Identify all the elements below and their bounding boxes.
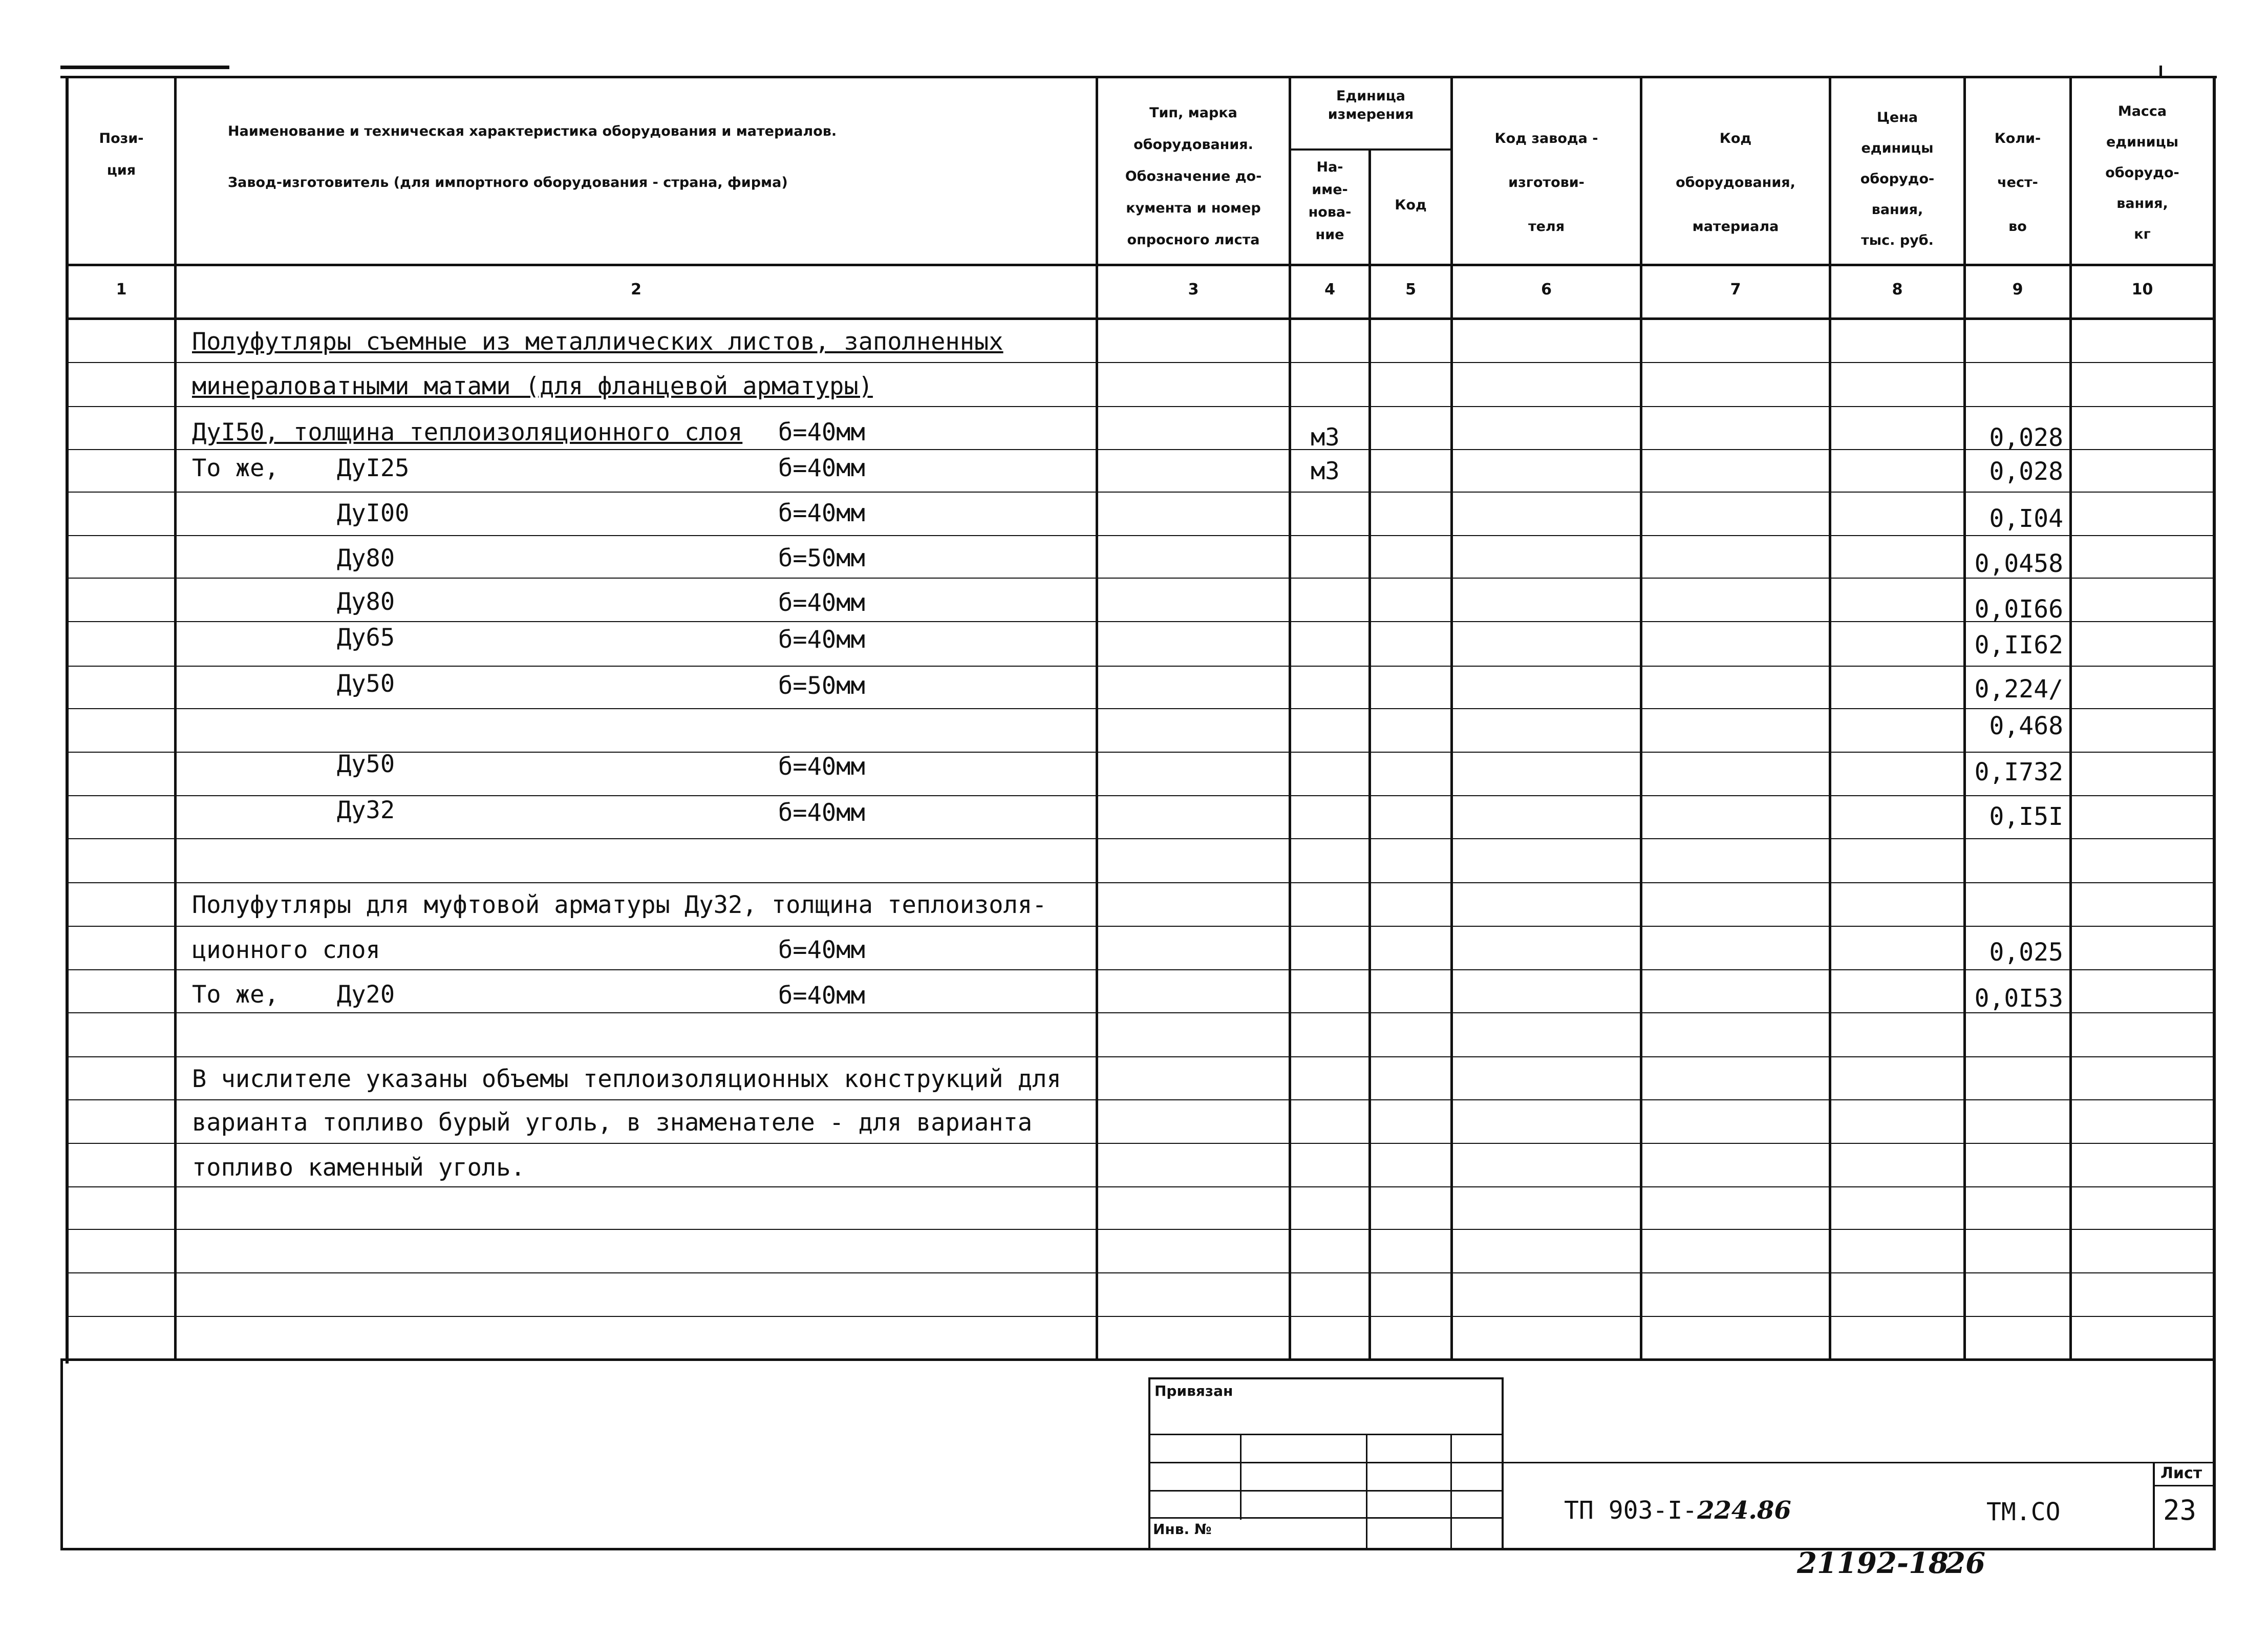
item-thickness: б=40мм [778,982,865,1010]
item-thickness: б=40мм [778,418,865,446]
item-thickness: б=40мм [778,799,865,827]
item-quantity: 0,I5I [1989,802,2063,831]
item-name: Ду50 [192,670,395,698]
document-code-prefix: ТП 903-I- [1564,1496,1698,1525]
col-number: 6 [1541,281,1552,299]
item-quantity: 0,I732 [1974,758,2063,786]
item-quantity: 0,028 [1989,423,2063,452]
footer-handwritten-number: 21192-18 [1797,1546,1949,1580]
item-name: ДуI50, толщина теплоизоляционного слоя [192,418,743,446]
item-name: Полуфутляры съемные из металлических листов, заполненных [192,328,1003,356]
col-number: 10 [2131,281,2153,299]
item-quantity: 0,II62 [1974,631,2063,659]
item-quantity: 0,0I53 [1974,984,2063,1013]
item-name: То же, ДуI25 [192,454,410,482]
col-number: 8 [1892,281,1903,299]
item-thickness: б=50мм [778,544,865,572]
item-name: варианта топливо бурый уголь, в знаменателе - для варианта [192,1109,1033,1137]
col-number: 2 [631,281,641,299]
document-code [1564,1496,1791,1525]
item-name: ДуI00 [192,499,410,527]
item-name: минераловатными матами (для фланцевой арматуры) [192,372,873,400]
item-quantity: 0,025 [1989,938,2063,967]
inventory-label: Инв. № [1153,1521,1212,1538]
sheet-number: 23 [2163,1494,2197,1526]
item-name: В числителе указаны объемы теплоизоляционных конструкций для [192,1065,1061,1093]
item-name: То же, Ду20 [192,981,395,1009]
item-thickness: б=40мм [778,499,865,527]
header-factory-code: Код завода - изготови- теля [1494,131,1598,235]
item-name: Ду65 [192,624,395,652]
item-quantity: 0,I04 [1989,504,2063,533]
col-number: 9 [2012,281,2023,299]
drawing-mark: ТМ.СО [1986,1498,2061,1526]
item-thickness: б=40мм [778,626,865,654]
document-code-handwritten: 224.86 [1697,1496,1791,1525]
header-name: Наименование и техническая характеристика оборудования и материалов. Завод-изготовитель (для импортного оборудования - страна, фирма) [228,123,837,190]
footer-handwritten-page: 26 [1945,1546,1985,1580]
item-name: Ду80 [192,588,395,616]
header-mass: Масса единицы оборудо- вания, кг [2105,103,2179,242]
header-type: Тип, марка оборудования. Обозначение до- кумента и номер опросного листа [1125,105,1262,248]
col-number: 4 [1324,281,1335,299]
header-unit-code: Код [1395,197,1427,213]
item-quantity: 0,468 [1989,712,2063,740]
item-thickness: б=40мм [778,454,865,482]
item-quantity: 0,0458 [1974,549,2063,578]
item-name: Ду32 [192,796,395,824]
item-name: Ду50 [192,750,395,778]
item-unit: м3 [1311,457,1340,485]
col-number: 7 [1730,281,1741,299]
item-quantity: 0,028 [1989,457,2063,486]
header-position: Пози- ция [99,131,144,178]
item-quantity: 0,0I66 [1974,595,2063,624]
item-name: Ду80 [192,544,395,572]
item-thickness: б=50мм [778,672,865,700]
col-number: 5 [1405,281,1416,299]
header-quantity: Коли- чест- во [1994,131,2041,235]
item-thickness: б=40мм [778,589,865,617]
header-price: Цена единицы оборудо- вания, тыс. руб. [1860,110,1935,248]
item-quantity: 0,224/ [1974,675,2063,704]
item-name: ционного слоя [192,936,380,964]
col-number: 1 [116,281,127,299]
col-number: 3 [1188,281,1199,299]
privyazan-label: Привязан [1154,1382,1233,1399]
header-equipment-code: Код оборудования, материала [1676,131,1795,235]
header-unit-group: Единица измерения [1328,88,1414,122]
item-thickness: б=40мм [778,936,865,964]
item-unit: м3 [1311,423,1340,452]
sheet-label: Лист [2160,1464,2202,1482]
item-name: Полуфутляры для муфтовой арматуры Ду32, толщина теплоизоля- [192,891,1047,919]
item-thickness: б=40мм [778,753,865,781]
header-unit-name: На- име- нова- ние [1308,159,1352,243]
item-name: топливо каменный уголь. [192,1154,525,1182]
